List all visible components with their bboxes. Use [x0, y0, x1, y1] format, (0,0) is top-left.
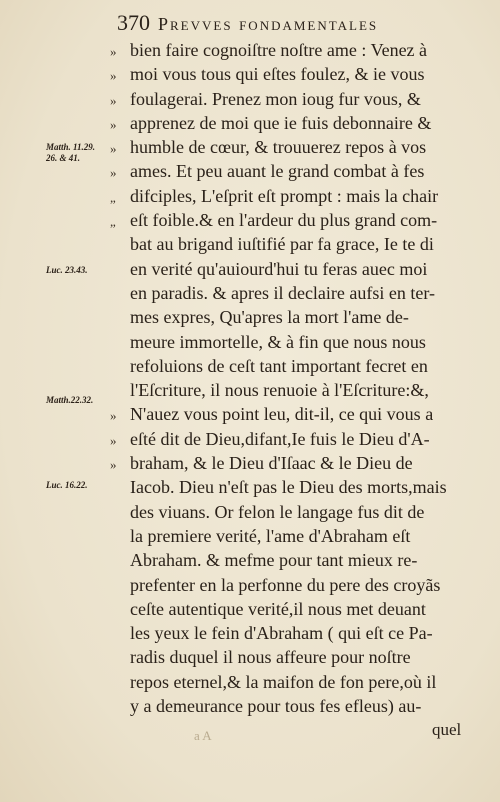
text-line	[110, 524, 478, 548]
line-content: radis duquel il nous affeure pour noſtre	[130, 647, 411, 668]
line-content: moi vous tous qui eſtes foulez, & ie vous	[130, 64, 425, 85]
line-content: braham, & le Dieu d'Iſaac & le Dieu de	[130, 453, 413, 474]
margin-note: Matth.22.32.	[46, 395, 94, 405]
line-content: difciples, L'eſprit eſt prompt : mais la chair	[130, 185, 439, 206]
line-content: mes expres, Qu'apres la mort l'ame de-	[130, 307, 409, 328]
line-content: des viuans. Or felon le langage fus dit de	[130, 501, 425, 522]
line-content: y a demeurance pour tous fes efleus) au-	[130, 696, 422, 717]
quote-mark: »	[110, 165, 117, 181]
text-line	[110, 184, 478, 208]
text-line	[110, 257, 478, 281]
body-text	[110, 38, 478, 718]
line-content: eſté dit de Dieu,difant,Ie fuis le Dieu d'A-	[130, 428, 430, 449]
quote-mark: »	[110, 432, 117, 448]
text-line	[110, 305, 478, 329]
quote-mark: »	[110, 408, 117, 424]
text-line	[110, 621, 478, 645]
text-line	[110, 281, 478, 305]
line-content: en paradis. & apres il declaire aufsi en ter-	[130, 282, 435, 303]
line-content: les yeux le fein d'Abraham ( qui eſt ce Pa-	[130, 623, 433, 644]
text-line	[110, 159, 478, 183]
text-line	[110, 597, 478, 621]
text-line	[110, 208, 478, 232]
quote-mark: »	[110, 141, 117, 157]
line-content: l'Eſcriture, il nous renuoie à l'Eſcriture:&,	[130, 380, 429, 401]
line-content: Abraham. & mefme pour tant mieux re-	[130, 550, 418, 571]
text-line	[110, 378, 478, 402]
page-header	[117, 10, 477, 40]
line-content: foulagerai. Prenez mon ioug fur vous, &	[130, 88, 421, 109]
text-line	[110, 475, 478, 499]
line-content: refoluions de ceſt tant important fecret en	[130, 355, 428, 376]
text-line	[110, 354, 478, 378]
quote-mark: »	[110, 92, 117, 108]
text-line	[110, 645, 478, 669]
line-content: la premiere verité, l'ame d'Abraham eſt	[130, 525, 411, 546]
line-content: repos eternel,& la maifon de fon pere,où il	[130, 671, 437, 692]
margin-note: Luc. 23.43.	[46, 265, 88, 275]
line-content: prefenter en la perfonne du pere des croyãs	[130, 574, 441, 595]
line-content: meure immortelle, & à fin que nous nous	[130, 331, 426, 352]
quote-mark: »	[110, 68, 117, 84]
quote-mark: »	[110, 457, 117, 473]
line-content: bien faire cognoiſtre noſtre ame : Venez à	[130, 40, 428, 60]
quote-mark: »	[110, 44, 117, 59]
page-number: 370	[117, 10, 150, 35]
line-content: bat au brigand iuſtifié par fa grace, Ie te di	[130, 234, 434, 255]
line-content: N'auez vous point leu, dit-il, ce qui vous a	[130, 404, 434, 425]
running-title: Prevves fondamentales	[158, 14, 379, 34]
quote-mark: »	[110, 116, 117, 132]
catchword: quel	[432, 720, 462, 739]
text-line	[110, 402, 478, 426]
text-line	[110, 62, 478, 86]
signature-mark: a A	[194, 728, 212, 743]
text-line	[110, 330, 478, 354]
line-content: apprenez de moi que ie fuis debonnaire &	[130, 112, 432, 133]
line-content: en verité qu'auiourd'hui tu feras auec moi	[130, 258, 428, 279]
text-line	[110, 135, 478, 159]
text-line	[110, 232, 478, 256]
text-line	[110, 87, 478, 111]
text-line	[110, 111, 478, 135]
text-line	[110, 694, 478, 718]
text-line	[110, 451, 478, 475]
line-content: humble de cœur, & trouuerez repos à vos	[130, 137, 427, 158]
line-content: eſt foible.& en l'ardeur du plus grand com-	[130, 210, 438, 231]
text-line	[110, 548, 478, 572]
text-line	[110, 573, 478, 597]
quote-mark: „	[110, 189, 116, 205]
text-line	[110, 38, 478, 62]
line-content: ceſte autentique verité,il nous met deuant	[130, 598, 426, 619]
line-content: ames. Et peu auant le grand combat à fes	[130, 161, 425, 182]
line-content: Iacob. Dieu n'eſt pas le Dieu des morts,mais	[130, 477, 447, 498]
text-line	[110, 427, 478, 451]
text-line	[110, 670, 478, 694]
quote-mark: „	[110, 214, 116, 230]
text-line	[110, 500, 478, 524]
margin-note: Luc. 16.22.	[46, 480, 88, 490]
margin-note: Matth. 11.29. 26. & 41.	[46, 142, 96, 163]
